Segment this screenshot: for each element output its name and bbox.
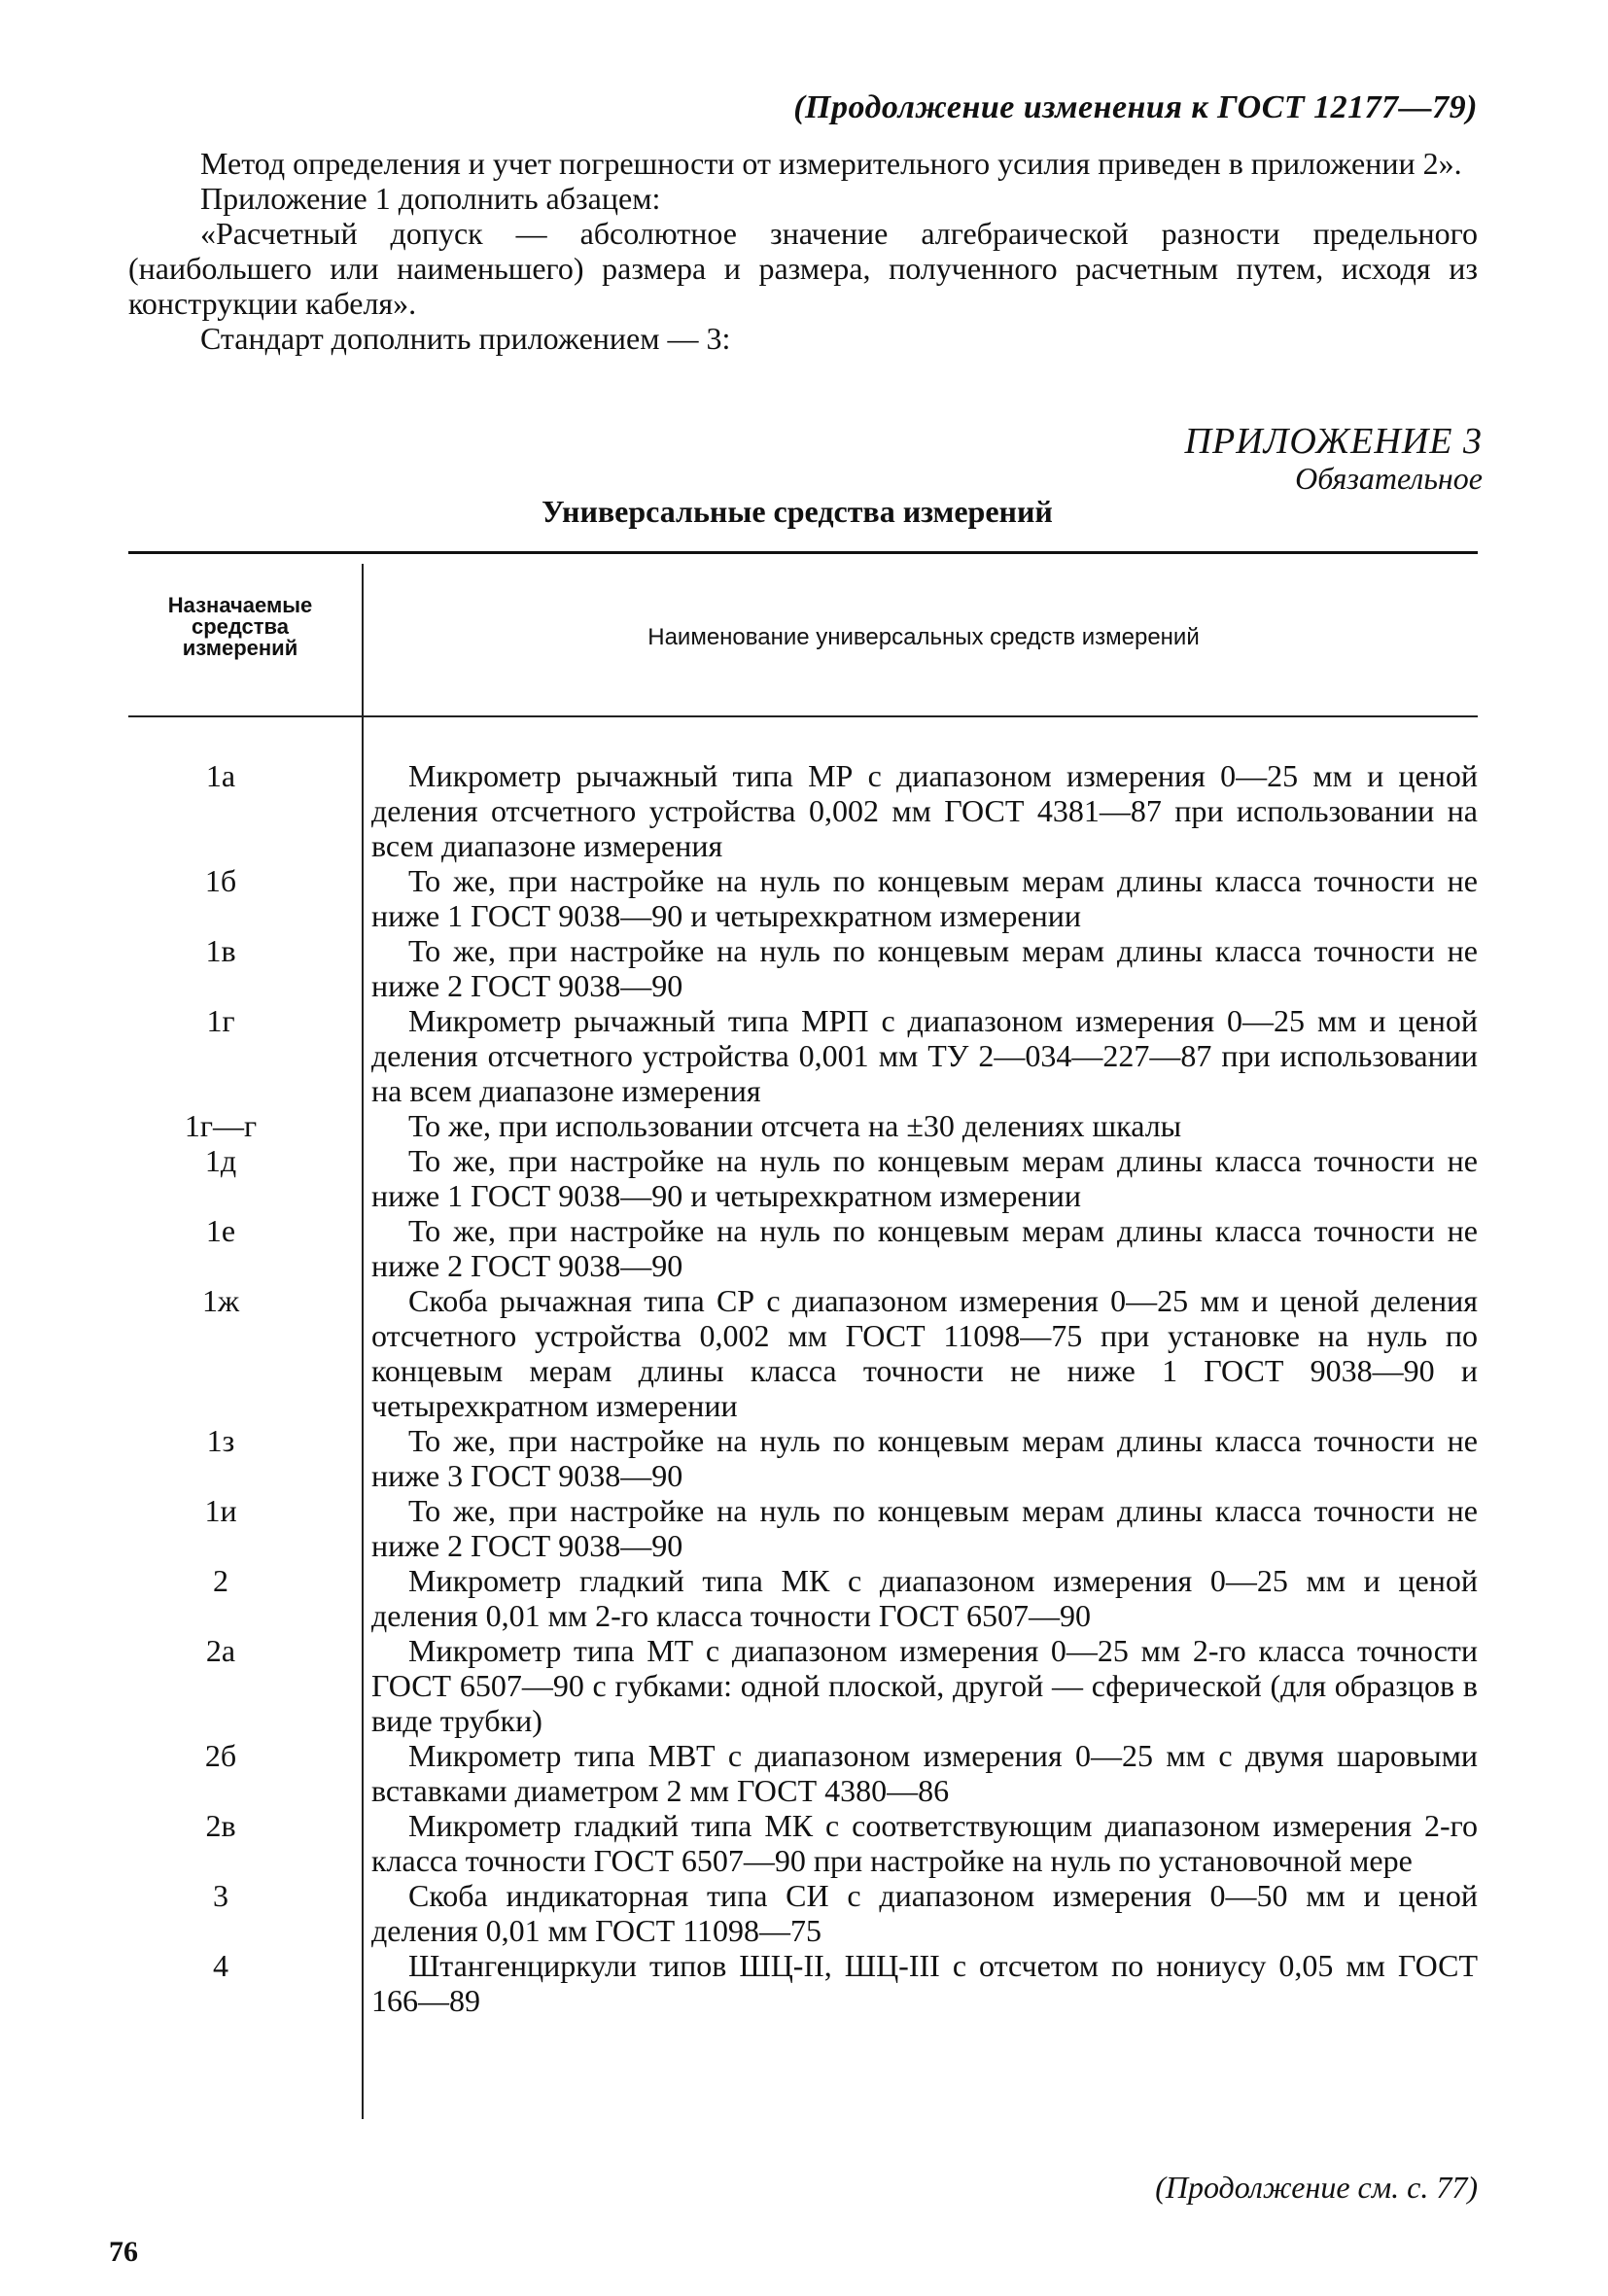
row-description: То же, при настройке на нуль по концевым мерам длины класса точности не ниже 2 ГОСТ 9038—90	[371, 933, 1478, 1003]
table-title: Универсальные средства измерений	[542, 494, 1053, 529]
row-code: 2а	[205, 1633, 236, 1668]
page-number: 76	[109, 2236, 138, 2268]
table-row	[128, 1808, 1478, 1878]
row-code: 2в	[205, 1808, 236, 1843]
row-code: 1б	[204, 863, 237, 898]
row-description: Микрометр рычажный типа МРП с диапазоном измерения 0—25 мм и ценой деления отсчетного устройства 0,001 мм ТУ 2—034—227—87 при использовании на всем диапазоне измерения	[371, 1003, 1478, 1108]
row-description: То же, при настройке на нуль по концевым мерам длины класса точности не ниже 1 ГОСТ 9038—90 и четырехкратном измерении	[371, 863, 1478, 933]
table-row	[128, 1423, 1478, 1493]
table-row	[128, 863, 1478, 933]
row-code: 1а	[205, 758, 236, 793]
row-description: То же, при использовании отсчета на ±30 делениях шкалы	[408, 1108, 1182, 1143]
table-row	[128, 1738, 1478, 1808]
table-header-rule	[128, 715, 1478, 717]
table-row	[128, 758, 1478, 863]
row-description: То же, при настройке на нуль по концевым мерам длины класса точности не ниже 2 ГОСТ 9038—90	[371, 1493, 1478, 1563]
row-code: 1д	[204, 1143, 237, 1178]
table-top-rule	[128, 551, 1478, 554]
table-row	[128, 1563, 1478, 1633]
table-row	[128, 1108, 1478, 1143]
table-row	[128, 1143, 1478, 1213]
row-description: Микрометр рычажный типа МР с диапазоном измерения 0—25 мм и ценой деления отсчетного устройства 0,002 мм ГОСТ 4381—87 при использовании на всем диапазоне измерения	[371, 758, 1478, 863]
column-header-line: Назначаемые	[167, 593, 313, 617]
column-header-name: Наименование универсальных средств измерений	[647, 624, 1200, 650]
row-description: Штангенциркули типов ШЦ-II, ШЦ-III с отсчетом по нониусу 0,05 мм ГОСТ 166—89	[371, 1948, 1478, 2018]
row-code: 3	[213, 1878, 228, 1913]
row-description: Микрометр типа МТ с диапазоном измерения 0—25 мм 2-го класса точности ГОСТ 6507—90 с губками: одной плоской, другой — сферической (для образцов в виде трубки)	[371, 1633, 1478, 1738]
column-header-line: средства	[191, 614, 290, 639]
table-row	[128, 1633, 1478, 1738]
row-code: 1ж	[201, 1283, 240, 1318]
row-code: 1е	[205, 1213, 236, 1248]
column-header-code	[128, 595, 352, 659]
appendix-heading	[1089, 420, 1483, 497]
intro-text	[128, 146, 1478, 356]
appendix-status: Обязательное	[1295, 461, 1483, 496]
continuation-footer: (Продолжение см. с. 77)	[1155, 2170, 1478, 2205]
row-description: То же, при настройке на нуль по концевым мерам длины класса точности не ниже 3 ГОСТ 9038—90	[371, 1423, 1478, 1493]
row-description: Микрометр гладкий типа МК с соответствующим диапазоном измерения 2-го класса точности ГОСТ 6507—90 при настройке на нуль по установочной мере	[371, 1808, 1478, 1878]
row-description: Скоба индикаторная типа СИ с диапазоном измерения 0—50 мм и ценой деления 0,01 мм ГОСТ 11098—75	[371, 1878, 1478, 1948]
row-code: 4	[213, 1948, 228, 1983]
table-row	[128, 1878, 1478, 1948]
intro-paragraph: Метод определения и учет погрешности от измерительного усилия приведен в приложении 2».	[200, 146, 1462, 181]
column-header-line: измерений	[182, 636, 298, 660]
intro-paragraph: «Расчетный допуск — абсолютное значение алгебраической разности предельного (наибольшего или наименьшего) размера и размера, полученного расчетным путем, исходя из конструкции кабеля».	[128, 216, 1478, 321]
row-description: То же, при настройке на нуль по концевым мерам длины класса точности не ниже 2 ГОСТ 9038—90	[371, 1213, 1478, 1283]
row-code: 1и	[204, 1493, 237, 1528]
row-code: 1з	[206, 1423, 235, 1458]
table-row	[128, 1493, 1478, 1563]
table-row	[128, 1283, 1478, 1423]
intro-paragraph: Стандарт дополнить приложением — 3:	[200, 321, 731, 356]
table-row	[128, 933, 1478, 1003]
appendix-title: ПРИЛОЖЕНИЕ 3	[1184, 421, 1483, 462]
row-code: 1г	[206, 1003, 235, 1038]
row-description: Микрометр гладкий типа МК с диапазоном измерения 0—25 мм и ценой деления 0,01 мм 2-го класса точности ГОСТ 6507—90	[371, 1563, 1478, 1633]
row-description: То же, при настройке на нуль по концевым мерам длины класса точности не ниже 1 ГОСТ 9038—90 и четырехкратном измерении	[371, 1143, 1478, 1213]
row-description: Микрометр типа МВТ с диапазоном измерения 0—25 мм с двумя шаровыми вставками диаметром 2 мм ГОСТ 4380—86	[371, 1738, 1478, 1808]
continuation-header: (Продолжение изменения к ГОСТ 12177—79)	[793, 89, 1478, 125]
table-row	[128, 1948, 1478, 2018]
intro-paragraph: Приложение 1 дополнить абзацем:	[200, 181, 661, 216]
table-row	[128, 1213, 1478, 1283]
table-row	[128, 1003, 1478, 1108]
row-code: 1г—г	[184, 1108, 258, 1143]
row-code: 2	[213, 1563, 228, 1598]
row-description: Скоба рычажная типа СР с диапазоном измерения 0—25 мм и ценой деления отсчетного устройства 0,002 мм ГОСТ 11098—75 при установке на нуль по концевым мерам длины класса точности не ниже 1 ГОСТ 9038—90 и четырехкратном измерении	[371, 1283, 1478, 1423]
table-body	[128, 758, 1478, 2018]
row-code: 1в	[205, 933, 236, 968]
row-code: 2б	[204, 1738, 237, 1773]
